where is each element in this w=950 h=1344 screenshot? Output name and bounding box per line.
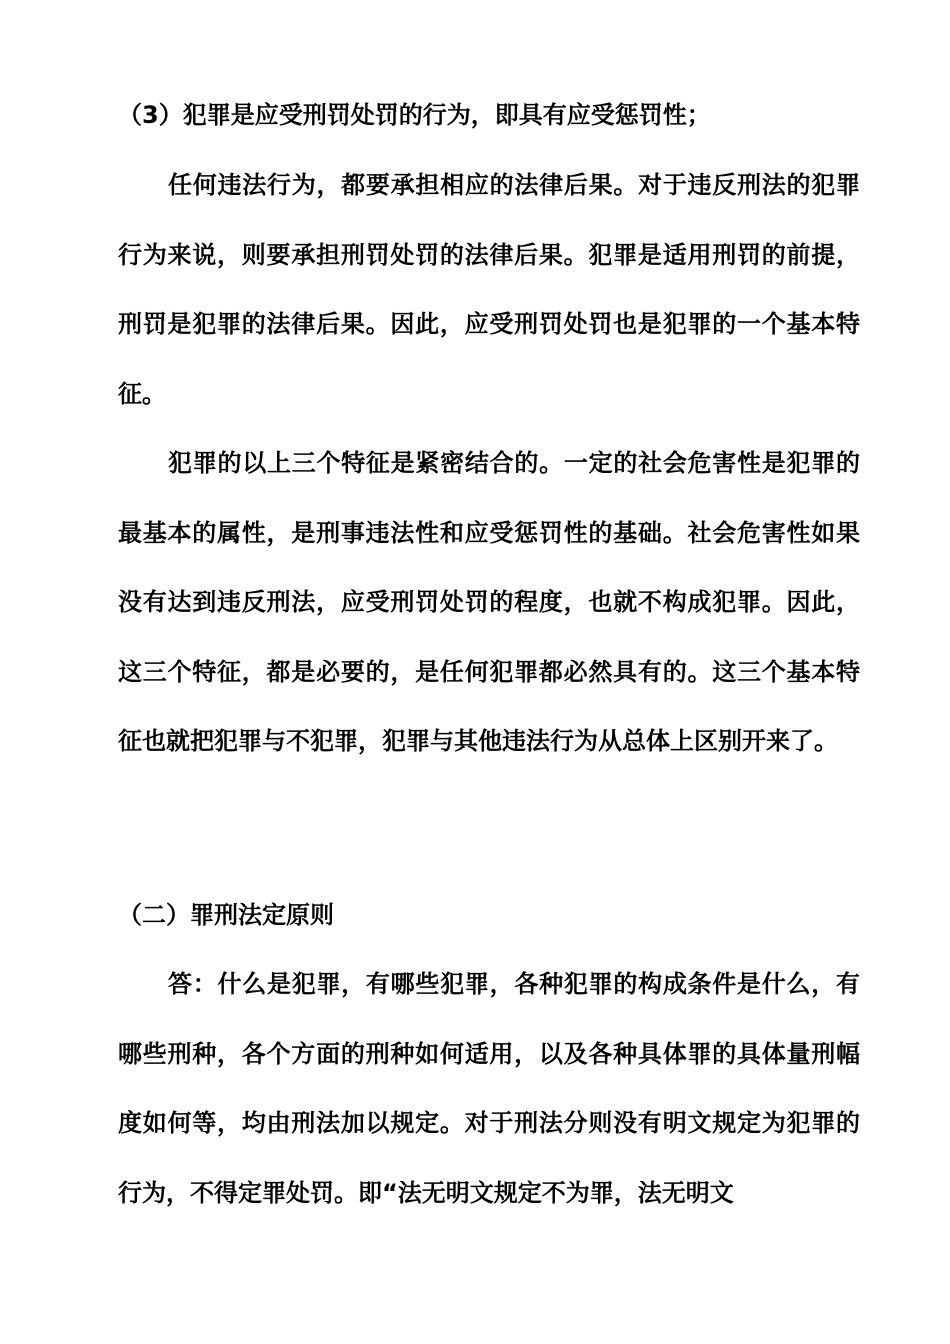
paragraph-answer: 答：什么是犯罪，有哪些犯罪，各种犯罪的构成条件是什么，有哪些刑种，各个方面的刑种如何适用，以及各种具体罪的具体量刑幅度如何等，均由刑法加以规定。对于刑法分则没有明文规定为犯罪的行为，不得定罪处罚。即“法无明文规定不为罪，法无明文: [118, 970, 860, 1207]
paragraph-three-features: 犯罪的以上三个特征是紧密结合的。一定的社会危害性是犯罪的最基本的属性，是刑事违法性和应受惩罚性的基础。社会危害性如果没有达到违反刑法，应受刑罚处罚的程度，也就不构成犯罪。因此，这三个特征，都是必要的，是任何犯罪都必然具有的。这三个基本特征也就把犯罪与不犯罪，犯罪与其他违法行为从总体上区别开来了。: [118, 449, 860, 755]
paragraph-punishability: 任何违法行为，都要承担相应的法律后果。对于违反刑法的犯罪行为来说，则要承担刑罚处罚的法律后果。犯罪是适用刑罚的前提，刑罚是犯罪的法律后果。因此，应受刑罚处罚也是犯罪的一个基本特征。: [118, 171, 860, 408]
section-heading-legality-principle: （二）罪刑法定原则: [118, 901, 334, 929]
section-heading-3: （3）犯罪是应受刑罚处罚的行为，即具有应受惩罚性；: [118, 101, 711, 129]
